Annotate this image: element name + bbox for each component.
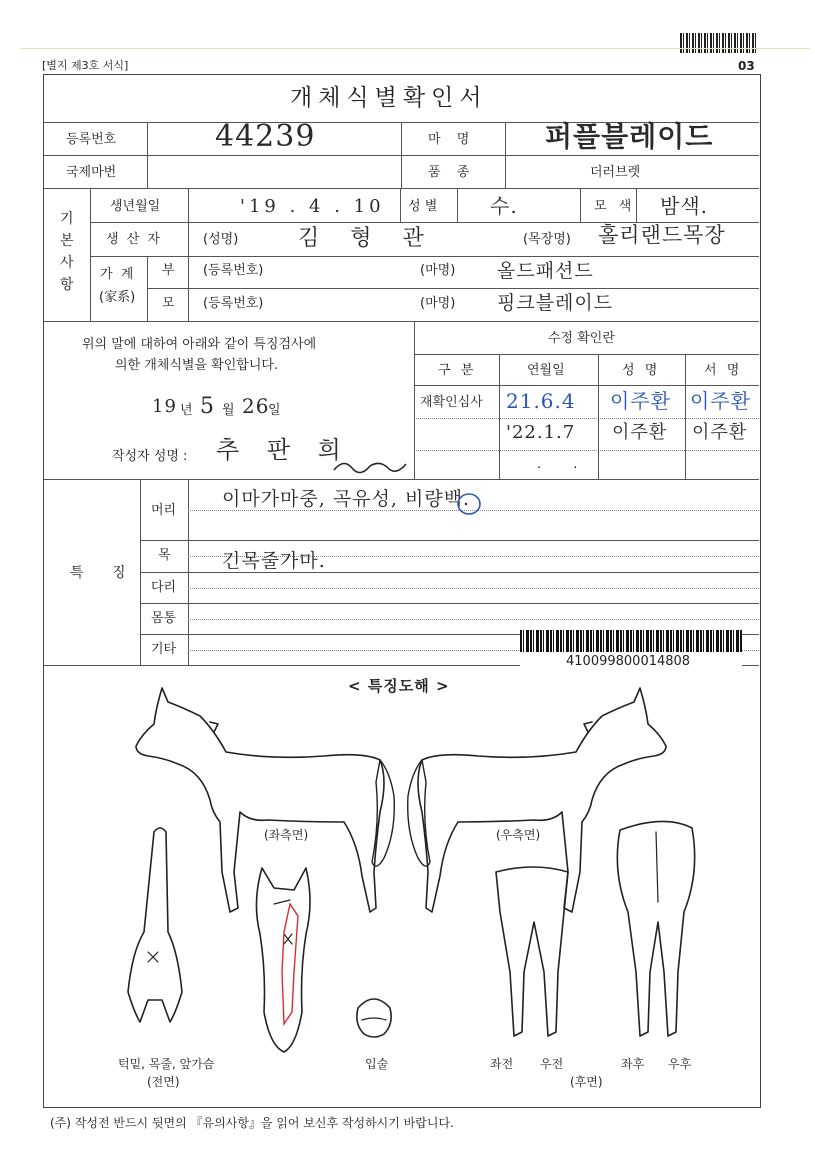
left-side-caption: (좌측면) <box>264 828 309 842</box>
feature-body-label: 몸통 <box>151 611 177 626</box>
right-side-caption: (우측면) <box>496 828 541 842</box>
confirm-text-2: 의한 개체식별을 확인합니다. <box>115 358 279 373</box>
scan-rule <box>20 48 810 49</box>
revision-row1-date: 21.6.4 <box>506 389 576 413</box>
sire-name-paren: (마명) <box>420 263 456 278</box>
revision-header-name: 성 명 <box>622 363 661 378</box>
horse-name-value: 퍼플블레이드 <box>545 120 714 153</box>
sire-value: 올드패션드 <box>497 260 594 282</box>
confirm-date-dd: 26 <box>242 394 270 418</box>
page-title: 개체식별확인서 <box>290 85 488 111</box>
revision-row2-sign: 이주환 <box>692 422 748 443</box>
farm-value: 홀리랜드목장 <box>598 223 726 247</box>
birth-label: 생년월일 <box>110 199 161 214</box>
front-caption: 턱밑, 목줄, 앞가슴 <box>118 1057 215 1071</box>
circle-mark <box>455 491 483 517</box>
lip-caption: 입술 <box>365 1057 389 1071</box>
dam-value: 핑크블레이드 <box>497 292 614 314</box>
rear-right-caption: 우후 <box>668 1057 692 1071</box>
revision-row2-date: '22.1.7 <box>506 422 576 443</box>
dam-name-paren: (마명) <box>420 296 456 311</box>
page-number: 03 <box>738 59 755 73</box>
author-value: 추 판 희 <box>216 436 351 464</box>
rear-legs-view <box>617 821 694 1036</box>
pedigree-label: 가 계 <box>100 267 136 282</box>
dam-reg-paren: (등록번호) <box>203 296 264 311</box>
feature-barcode <box>520 630 742 652</box>
front-legs-view <box>496 867 568 1036</box>
horse-name-label: 마 명 <box>428 132 476 147</box>
dam-label: 모 <box>162 296 175 311</box>
coat-value: 밤색. <box>660 194 708 218</box>
pedigree-hanja: (家系) <box>99 290 136 305</box>
diagram-title: < 특징도해 > <box>348 677 450 695</box>
producer-name-paren: (성명) <box>203 232 239 247</box>
confirm-text-1: 위의 말에 대하여 아래와 같이 특징검사에 <box>82 337 317 352</box>
author-label: 작성자 성명 : <box>112 449 188 464</box>
feature-leg-label: 다리 <box>151 580 177 595</box>
lip-view <box>357 999 391 1037</box>
confirm-date-mm: 5 <box>200 394 215 419</box>
features-label: 특 징 <box>70 565 138 581</box>
front-right-caption: 우전 <box>540 1057 564 1071</box>
revision-title: 수정 확인란 <box>548 331 615 346</box>
feature-neck-value: 긴목줄가마. <box>222 550 326 572</box>
revision-row1-name: 이주환 <box>610 389 671 413</box>
birth-value: '19 . 4 . 10 <box>240 196 385 217</box>
breed-value: 더러브렛 <box>590 165 641 180</box>
top-barcode <box>680 33 757 53</box>
intl-no-label: 국제마번 <box>66 165 117 180</box>
rear-sub-caption: (후면) <box>570 1075 603 1089</box>
front-view-neck <box>128 828 182 1022</box>
sire-reg-paren: (등록번호) <box>203 263 264 278</box>
producer-label: 생 산 자 <box>106 232 162 247</box>
confirm-date-month-unit: 월 <box>222 403 235 418</box>
barcode-number: 410099800014808 <box>566 654 691 669</box>
form-label: [별지 제3호 서식] <box>42 59 129 72</box>
revision-row2-name: 이주환 <box>612 422 668 443</box>
rear-left-caption: 좌후 <box>621 1057 645 1071</box>
front-left-caption: 좌전 <box>490 1057 514 1071</box>
revision-row1-kind: 재확인심사 <box>420 395 483 410</box>
revision-header-sign: 서 명 <box>704 363 743 378</box>
confirm-date-yy: 19 <box>152 396 177 417</box>
blaze-marking <box>282 904 298 1024</box>
producer-value: 김 형 관 <box>298 226 436 251</box>
revision-row1-sign: 이주환 <box>690 389 751 413</box>
footer-note: (주) 작성전 반드시 뒷면의 『유의사항』을 읽어 보신후 작성하시기 바랍니다. <box>50 1116 454 1130</box>
feature-neck-label: 목 <box>158 548 171 563</box>
breed-label: 품 종 <box>428 165 476 180</box>
feature-head-label: 머리 <box>151 503 177 518</box>
reg-no-value: 44239 <box>215 119 316 154</box>
left-side-horse <box>136 688 394 912</box>
front-sub-caption: (전면) <box>147 1075 180 1089</box>
author-signature <box>330 450 410 478</box>
confirm-date-year-unit: 년 <box>180 403 193 418</box>
revision-header-date: 연월일 <box>527 363 565 378</box>
horse-diagram <box>44 672 758 1102</box>
feature-head-value: 이마가마중, 곡유성, 비량백. <box>222 488 471 510</box>
sex-value: 수. <box>490 194 518 218</box>
reg-no-label: 등록번호 <box>66 132 117 147</box>
right-side-horse <box>408 688 666 912</box>
sire-label: 부 <box>162 263 175 278</box>
sex-label: 성 별 <box>408 199 438 214</box>
farm-name-paren: (목장명) <box>523 232 571 247</box>
revision-header-kind: 구 분 <box>438 363 477 378</box>
coat-label: 모 색 <box>594 199 636 214</box>
basic-info-label: 기 본 사 항 <box>60 211 74 293</box>
confirm-date-day-unit: 일 <box>268 403 281 418</box>
revision-row3-date: . . <box>537 457 592 472</box>
feature-etc-label: 기타 <box>151 642 177 657</box>
